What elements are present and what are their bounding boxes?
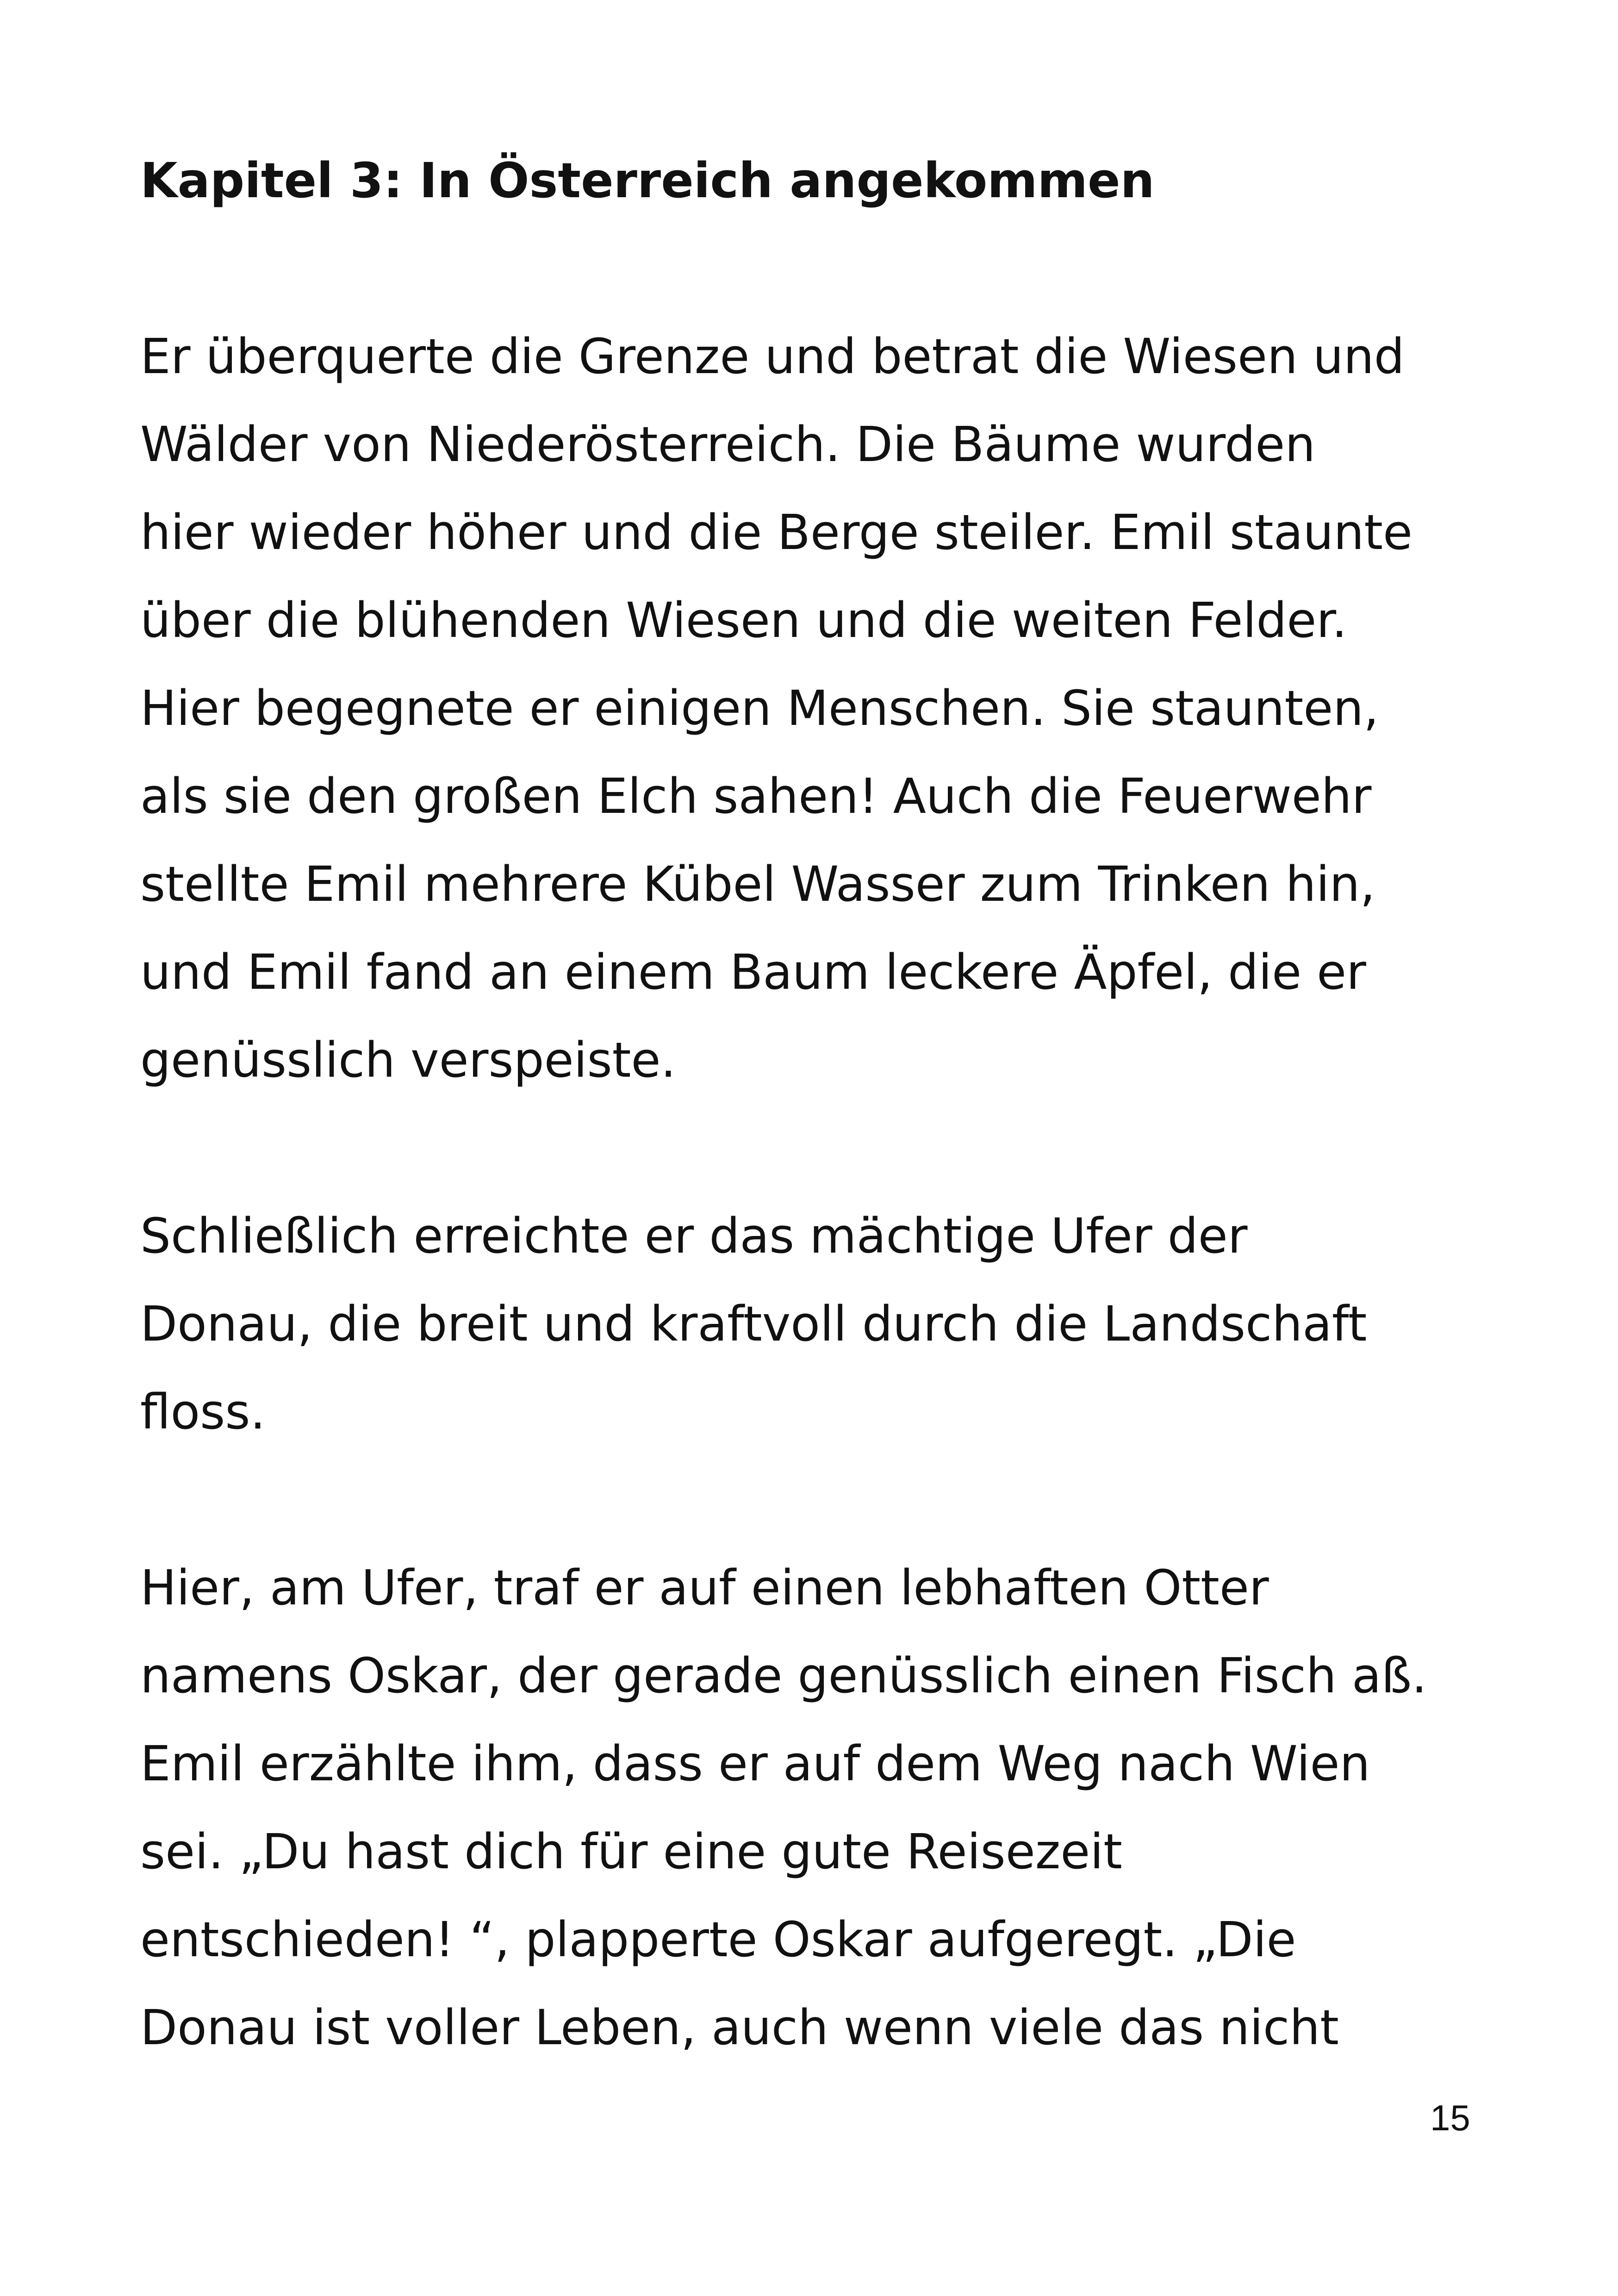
text-line: Wälder von Niederösterreich. Die Bäume wurden	[140, 416, 1316, 473]
text-line: entschieden! “, plapperte Oskar aufgeregt. „Die	[140, 1911, 1296, 1968]
text-line: Donau ist voller Leben, auch wenn viele das nicht	[140, 1999, 1339, 2056]
text-line: Hier begegnete er einigen Menschen. Sie staunten,	[140, 680, 1379, 736]
page-number: 15	[1430, 2097, 1470, 2138]
text-line: namens Oskar, der gerade genüsslich einen Fisch aß.	[140, 1647, 1427, 1704]
text-line: genüsslich verspeiste.	[140, 1032, 676, 1088]
text-line: Er überquerte die Grenze und betrat die Wiesen und	[140, 328, 1405, 385]
text-line: Donau, die breit und kraftvoll durch die Landschaft	[140, 1296, 1367, 1352]
text-line: stellte Emil mehrere Kübel Wasser zum Trinken hin,	[140, 856, 1375, 912]
text-line: über die blühenden Wiesen und die weiten Felder.	[140, 592, 1347, 649]
text-line: als sie den großen Elch sahen! Auch die Feuerwehr	[140, 768, 1372, 824]
text-line: Schließlich erreichte er das mächtige Ufer der	[140, 1208, 1248, 1264]
text-line: und Emil fand an einem Baum leckere Äpfel, die er	[140, 944, 1366, 1000]
text-line: Emil erzählte ihm, dass er auf dem Weg nach Wien	[140, 1735, 1370, 1792]
text-line: Hier, am Ufer, traf er auf einen lebhaften Otter	[140, 1560, 1269, 1616]
text-line: floss.	[140, 1384, 266, 1440]
text-line: sei. „Du hast dich für eine gute Reisezeit	[140, 1823, 1122, 1880]
text-line: hier wieder höher und die Berge steiler. Emil staunte	[140, 504, 1413, 561]
chapter-title: Kapitel 3: In Österreich angekommen	[140, 152, 1155, 209]
